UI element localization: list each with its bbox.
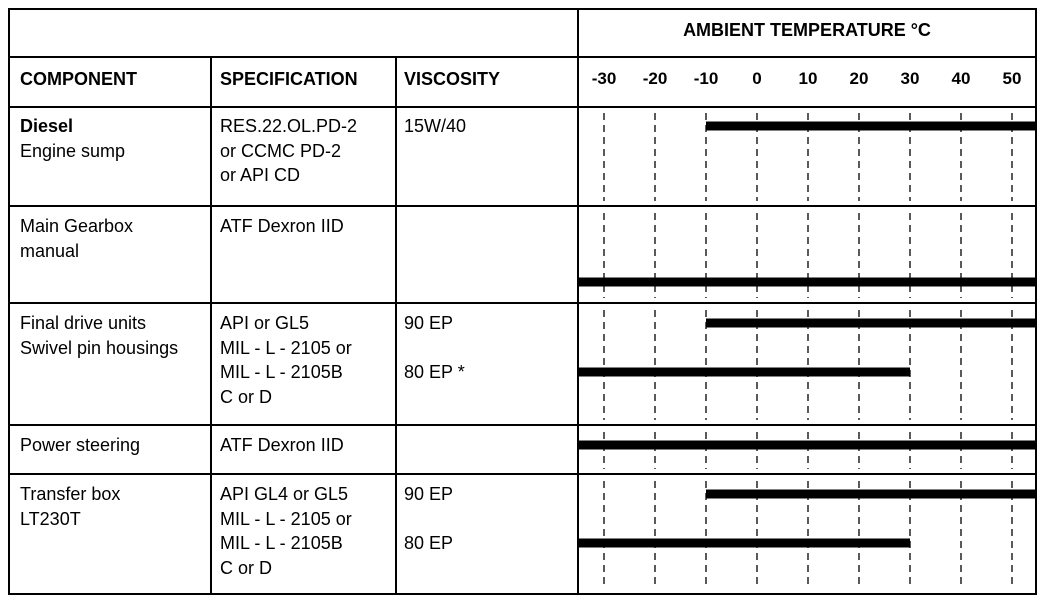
temperature-tick-5: 20	[849, 69, 869, 88]
specification-text: ATF Dexron IID	[220, 435, 344, 455]
temperature-tick-6: 30	[900, 69, 920, 88]
component-text: Transfer box	[20, 484, 121, 504]
temperature-tick-3: 0	[752, 69, 762, 88]
ambient-temperature-title: AMBIENT TEMPERATURE °C	[683, 20, 931, 40]
lubricant-table	[8, 8, 1037, 595]
header-specification: SPECIFICATION	[220, 69, 358, 89]
component-text: Final drive units	[20, 313, 147, 333]
viscosity-text: 80 EP	[404, 533, 454, 553]
specification-text: MIL - L - 2105B	[220, 362, 343, 382]
temperature-range-bar-5	[706, 490, 1035, 499]
specification-text: or API CD	[220, 165, 301, 185]
specification-text: or CCMC PD-2	[220, 140, 342, 161]
temperature-range-chart	[10, 10, 1035, 593]
viscosity-text: 15W/40	[404, 116, 467, 136]
temperature-tick-4: 10	[798, 69, 818, 88]
temperature-range-bar-6	[579, 539, 910, 548]
viscosity-text: 90 EP	[404, 313, 454, 333]
specification-text: C or D	[220, 557, 273, 578]
component-text: Engine sump	[20, 140, 126, 161]
component-text: LT230T	[20, 508, 81, 529]
component-text: Swivel pin housings	[20, 337, 179, 358]
specification-text: API GL4 or GL5	[220, 484, 349, 504]
header-component: COMPONENT	[20, 69, 137, 89]
viscosity-text: 80 EP *	[404, 362, 465, 382]
specification-text: MIL - L - 2105B	[220, 533, 343, 553]
temperature-range-bar-2	[706, 319, 1035, 328]
specification-text: RES.22.OL.PD-2	[220, 116, 358, 136]
component-text: Main Gearbox	[20, 216, 134, 236]
temperature-range-bar-4	[579, 441, 1035, 450]
component-text: Diesel	[20, 116, 74, 136]
component-text: manual	[20, 240, 80, 261]
temperature-range-bar-0	[706, 122, 1035, 131]
header-viscosity: VISCOSITY	[404, 69, 501, 89]
temperature-tick-2: -10	[693, 69, 719, 88]
temperature-tick-0: -30	[591, 69, 617, 88]
specification-text: C or D	[220, 386, 273, 407]
temperature-tick-1: -20	[642, 69, 668, 88]
temperature-range-bar-1	[579, 278, 1035, 287]
viscosity-text: 90 EP	[404, 484, 454, 504]
temperature-tick-8: 50	[1002, 69, 1022, 88]
temperature-tick-7: 40	[951, 69, 971, 88]
specification-text: MIL - L - 2105 or	[220, 337, 352, 358]
specification-text: MIL - L - 2105 or	[220, 508, 352, 529]
specification-text: API or GL5	[220, 313, 310, 333]
specification-text: ATF Dexron IID	[220, 216, 344, 236]
component-text: Power steering	[20, 435, 141, 455]
temperature-range-bar-3	[579, 368, 910, 377]
